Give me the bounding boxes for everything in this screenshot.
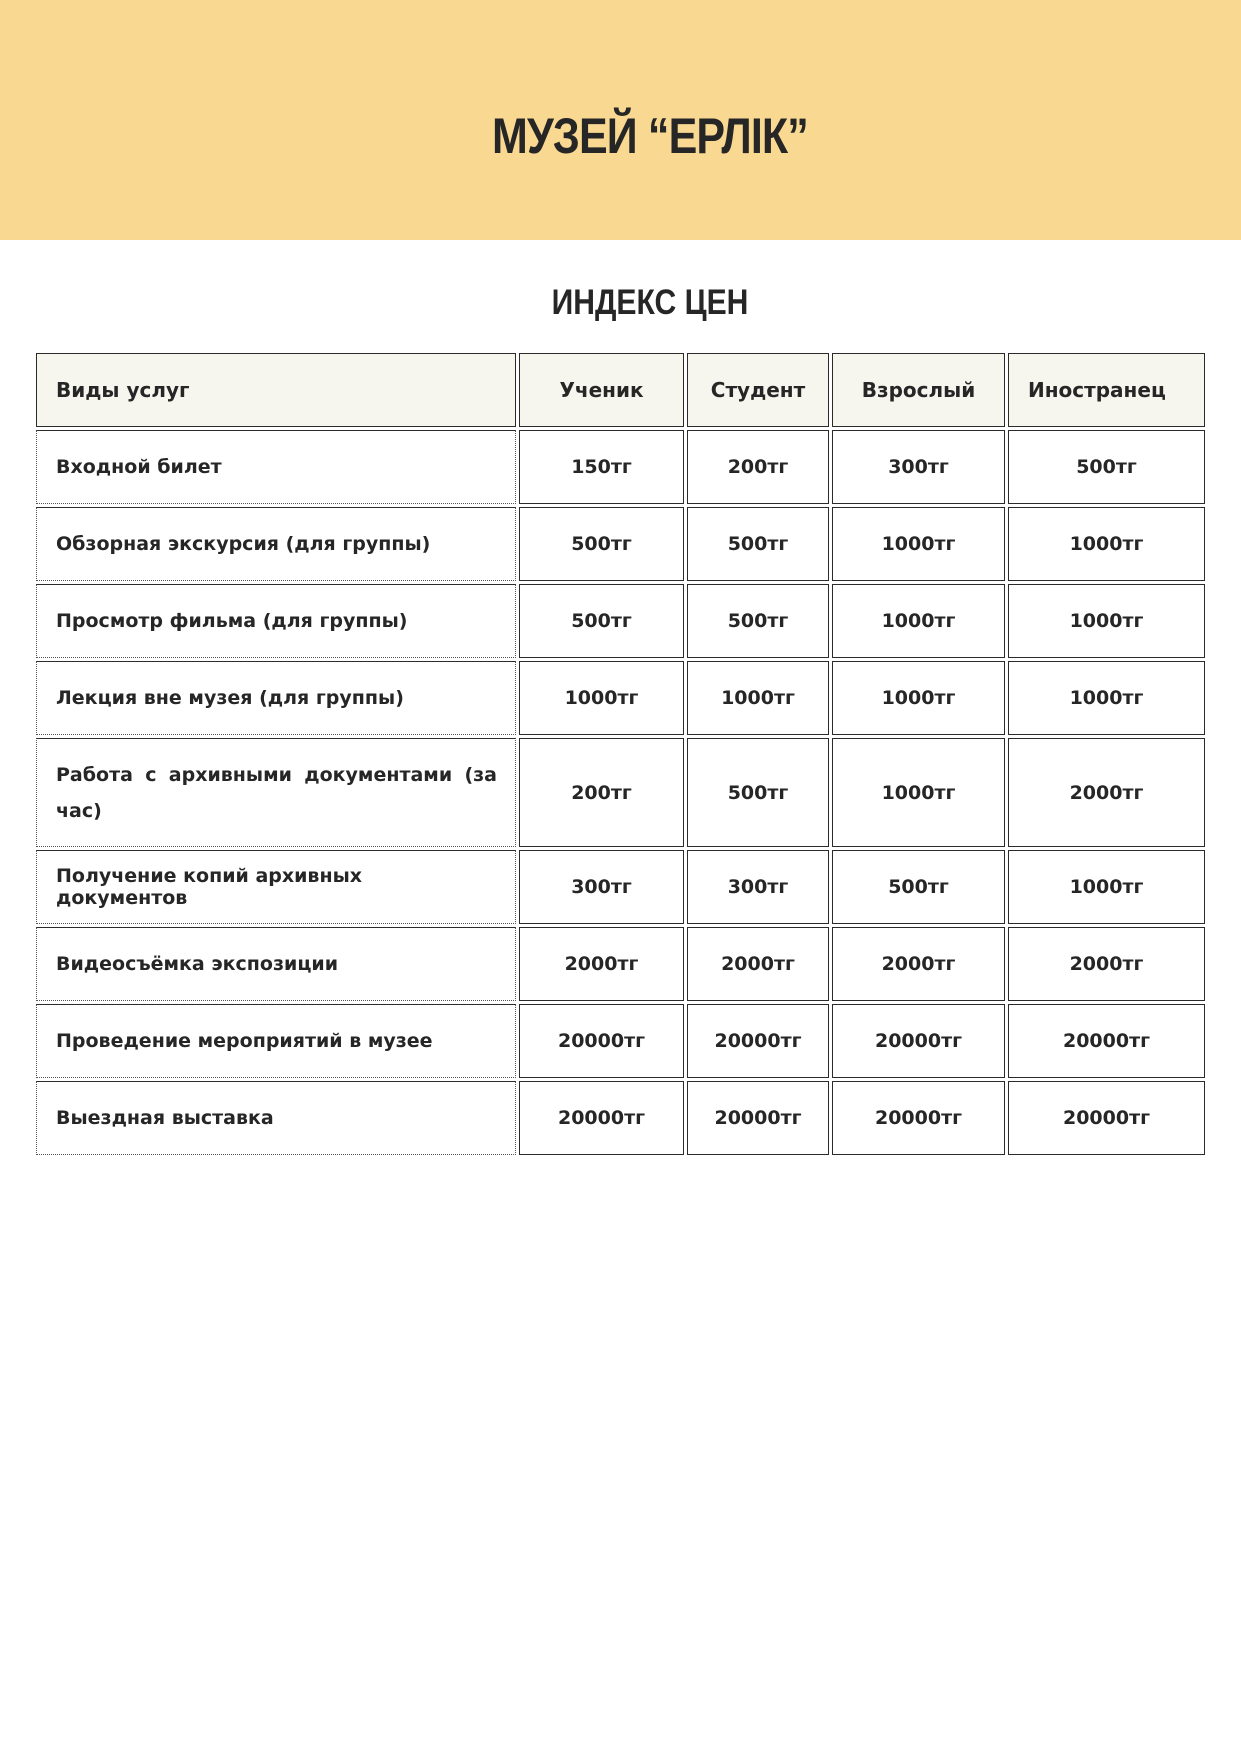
price-pupil: 150тг — [519, 430, 684, 504]
price-adult: 20000тг — [832, 1004, 1005, 1078]
price-foreigner: 20000тг — [1008, 1081, 1205, 1155]
column-header-services: Виды услуг — [36, 353, 516, 427]
price-student: 2000тг — [687, 927, 829, 1001]
price-student: 20000тг — [687, 1004, 829, 1078]
price-adult: 20000тг — [832, 1081, 1005, 1155]
price-student: 300тг — [687, 850, 829, 924]
price-foreigner: 500тг — [1008, 430, 1205, 504]
column-header-foreigner: Иностранец — [1008, 353, 1205, 427]
price-foreigner: 2000тг — [1008, 927, 1205, 1001]
price-pupil: 1000тг — [519, 661, 684, 735]
price-pupil: 20000тг — [519, 1081, 684, 1155]
price-foreigner: 1000тг — [1008, 584, 1205, 658]
table-row — [36, 738, 1205, 847]
column-header-adult: Взрослый — [832, 353, 1005, 427]
price-pupil: 500тг — [519, 507, 684, 581]
table-row — [36, 927, 1205, 1001]
service-name: Просмотр фильма (для группы) — [36, 584, 516, 658]
table-row — [36, 1081, 1205, 1155]
price-pupil: 300тг — [519, 850, 684, 924]
column-header-student: Студент — [687, 353, 829, 427]
table-row — [36, 507, 1205, 581]
price-foreigner: 20000тг — [1008, 1004, 1205, 1078]
service-name: Проведение мероприятий в музее — [36, 1004, 516, 1078]
service-name: Обзорная экскурсия (для группы) — [36, 507, 516, 581]
museum-title: МУЗЕЙ “ЕРЛІК” — [492, 108, 808, 164]
price-pupil: 500тг — [519, 584, 684, 658]
service-name: Работа с архивными документами (за час) — [36, 738, 516, 847]
price-index-title: ИНДЕКС ЦЕН — [551, 283, 749, 322]
price-pupil: 200тг — [519, 738, 684, 847]
price-adult: 1000тг — [832, 738, 1005, 847]
price-foreigner: 2000тг — [1008, 738, 1205, 847]
column-header-pupil: Ученик — [519, 353, 684, 427]
service-name: Выездная выставка — [36, 1081, 516, 1155]
price-student: 20000тг — [687, 1081, 829, 1155]
table-row — [36, 850, 1205, 924]
table-row — [36, 1004, 1205, 1078]
price-adult: 1000тг — [832, 584, 1005, 658]
price-student: 200тг — [687, 430, 829, 504]
price-student: 1000тг — [687, 661, 829, 735]
price-foreigner: 1000тг — [1008, 507, 1205, 581]
table-row — [36, 661, 1205, 735]
price-table — [33, 350, 1208, 1158]
price-adult: 500тг — [832, 850, 1005, 924]
price-student: 500тг — [687, 584, 829, 658]
price-adult: 1000тг — [832, 661, 1005, 735]
price-foreigner: 1000тг — [1008, 661, 1205, 735]
price-adult: 2000тг — [832, 927, 1005, 1001]
price-adult: 300тг — [832, 430, 1005, 504]
price-student: 500тг — [687, 507, 829, 581]
price-pupil: 20000тг — [519, 1004, 684, 1078]
table-header-row — [36, 353, 1205, 427]
service-name: Видеосъёмка экспозиции — [36, 927, 516, 1001]
service-name: Получение копий архивных документов — [36, 850, 516, 924]
price-pupil: 2000тг — [519, 927, 684, 1001]
price-adult: 1000тг — [832, 507, 1005, 581]
price-foreigner: 1000тг — [1008, 850, 1205, 924]
service-name: Лекция вне музея (для группы) — [36, 661, 516, 735]
table-row — [36, 584, 1205, 658]
price-student: 500тг — [687, 738, 829, 847]
table-row — [36, 430, 1205, 504]
service-name: Входной билет — [36, 430, 516, 504]
